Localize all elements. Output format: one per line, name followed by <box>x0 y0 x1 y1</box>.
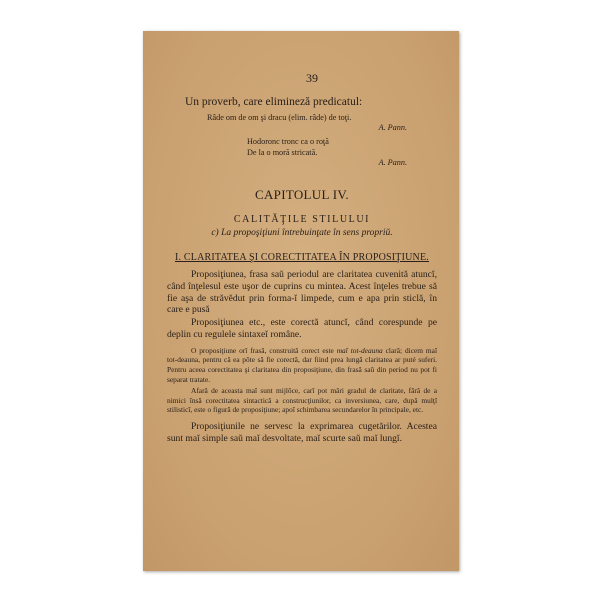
quote-line: Râde om de om şi dracu (elim. râde) de toţi. <box>207 113 352 122</box>
book-page <box>143 31 459 571</box>
quote-line: Hodoronc tronc ca o roţă <box>247 137 329 146</box>
quote-author: A. Pann. <box>378 158 407 167</box>
chapter-title: CAPITOLUL IV. <box>255 187 349 202</box>
small-paragraph <box>167 346 437 384</box>
page-content <box>167 71 437 445</box>
quote-line: De la o moră stricată. <box>247 148 318 157</box>
small-text-italic: maĭ tot-deauna <box>336 345 383 355</box>
body-paragraph: Proposiţiunea, frasa saŭ periodul are claritatea cuvenită atuncĭ, când înţelesul este uşor de cuprins cu mintea. Acest înţeles trebue să fie aşa de străvĕdut prin forma-ĭ limpede, cum e apa prin sticlă, în care e pusă <box>167 269 437 316</box>
small-paragraph: Afară de aceasta maĭ sunt mijlôce, carĭ pot mări gradul de claritate, fără de a nimici însă corectitatea sintactică a construcţiunilor, ca inversiunea, care, după mulţĭ stilisticĭ, este o figură de proposiţiune; apoĭ schimbarea secundarelor în principale, etc. <box>167 386 437 415</box>
subsection-title: c) La propoşiţiuni întrebuinţate în sens propriŭ. <box>211 228 393 238</box>
heading-clarity: I. CLARITATEA ŞI CORECTITATEA ÎN PROPOSIŢIUNE. <box>175 252 429 263</box>
small-text: O proposiţiune orĭ frasă, construită corect este <box>191 345 337 355</box>
body-paragraph: Proposiţiunile ne servesc la exprimarea cugetărilor. Acestea sunt maĭ simple saŭ maĭ desvoltate, maĭ scurte saŭ maĭ lungĭ. <box>167 420 437 444</box>
section-title: CALITĂŢILE STILULUI <box>233 214 371 225</box>
proverb-intro: Un proverb, care elimineză predicatul: <box>185 96 363 108</box>
body-paragraph: Proposiţiunea etc., este corectă atuncĭ, când corespunde pe deplin cu regulele sintaxeĭ române. <box>167 317 437 340</box>
page-number: 39 <box>306 71 318 85</box>
small-text: clară; dicem maĭ tot-deauna, pentru că ea pôte să fie corectă, dar fiind prea lungă claritatea ar puté suferi. Pentru aceea corectitatea şi claritatea din proposiţiune, din frasă saŭ din period nu pot fi separat tratate. <box>167 345 437 384</box>
quote-author: A. Pann. <box>378 123 407 132</box>
